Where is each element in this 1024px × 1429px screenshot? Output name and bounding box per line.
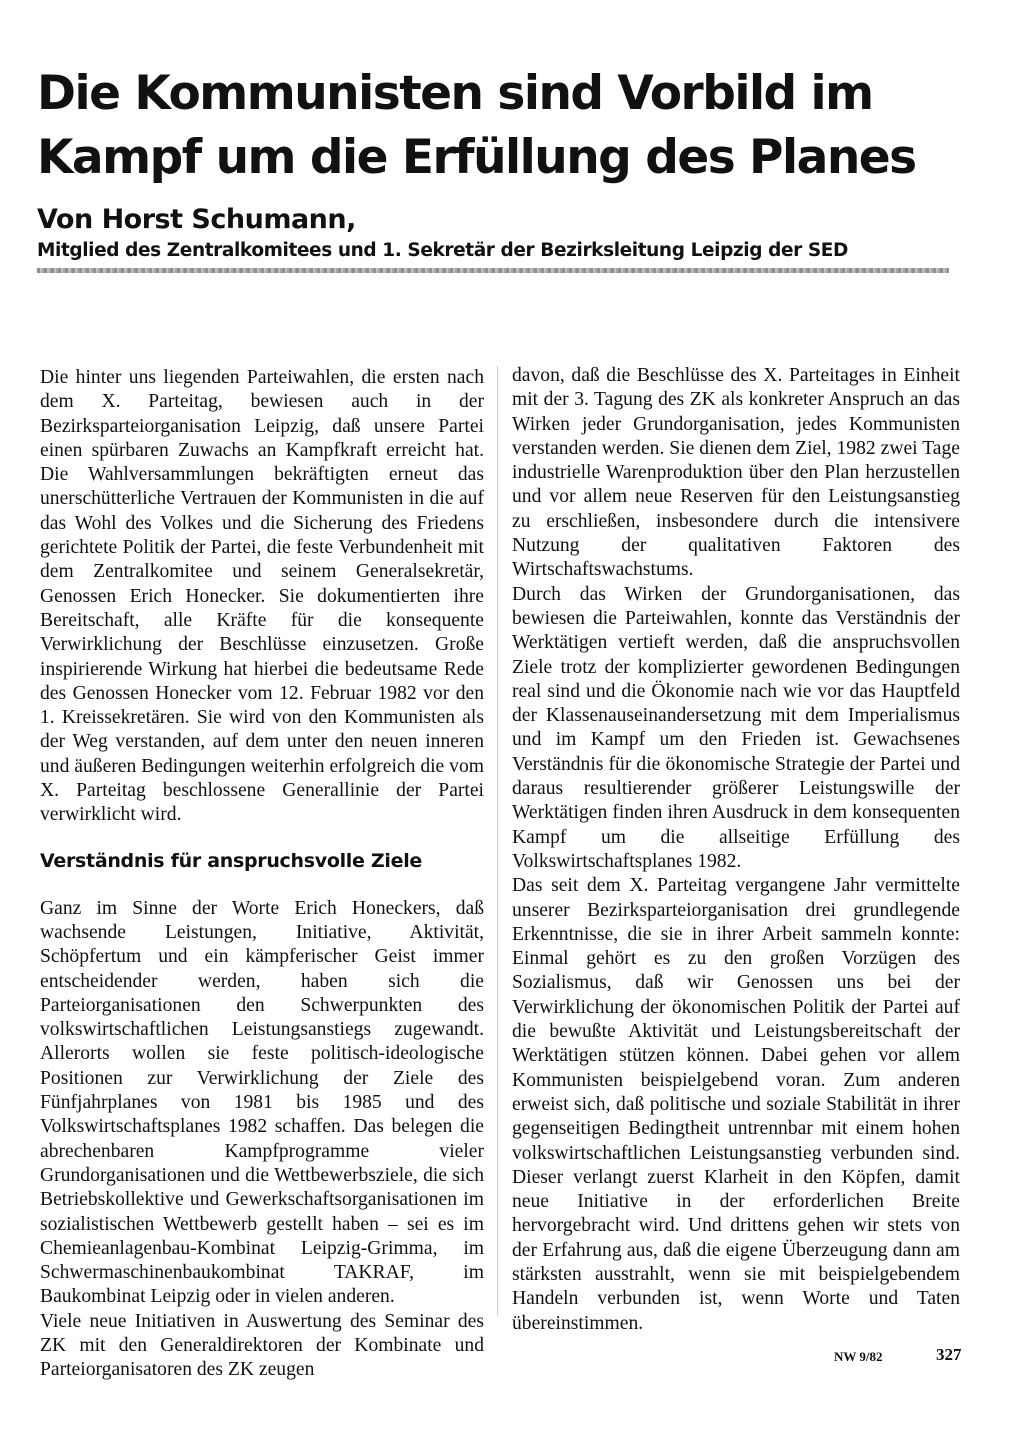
section-subheading: Verständnis für anspruchsvolle Ziele (40, 849, 422, 872)
title-line-1: Die Kommunisten sind Vorbild im (37, 66, 873, 121)
right-paragraph-1: davon, daß die Beschlüsse des X. Parteitages in Einheit mit der 3. Tagung des ZK als konkreter Anspruch an das Wirken jeder Grundorganisation, jedes Kommunisten verstanden werden. Sie dienen dem Ziel, 1982 zwei Tage industrielle Warenproduktion über den Plan herzustellen und vor allem neue Reserven für den Leistungsanstieg zu erschließen, insbesondere durch die intensivere Nutzung der qualitativen Faktoren des Wirtschaftswachstums. (512, 365, 960, 581)
page-number: 327 (936, 1345, 962, 1364)
author-role: Mitglied des Zentralkomitees und 1. Sekretär der Bezirksleitung Leipzig der SED (37, 240, 848, 261)
right-paragraph-2: Durch das Wirken der Grundorganisationen, das bewiesen die Parteiwahlen, konnte das Verständnis der Werktätigen vertieft werden, daß die anspruchsvollen Ziele trotz der komplizierter gewordenen Bedingungen real sind und die Ökonomie nach wie vor das Hauptfeld der Klassenauseinandersetzung mit dem Imperialismus und im Kampf um den Frieden ist. Gewachsenes Verständnis für die ökonomische Strategie der Partei und daraus resultierender größerer Leistungswille der Werktätigen finden ihren Ausdruck in dem konsequenten Kampf um die allseitige Erfüllung des Volkswirtschaftsplanes 1982. (512, 583, 960, 872)
right-paragraph-3: Das seit dem X. Parteitag vergangene Jahr vermittelte unserer Bezirksparteiorganisation drei grundlegende Erkenntnisse, die sie in ihrer Arbeit sammeln konnte: Einmal gehört es zu den großen Vorzügen des Sozialismus, daß wir Genossen uns bei der Verwirklichung der ökonomischen Politik der Partei auf die bewußte Aktivität und Leistungsbereitschaft der Werktätigen stützen können. Dabei gehen vor allem Kommunisten beispielgebend voran. Zum anderen erweist sich, daß politische und soziale Stabilität in ihrer gegenseitigen Bedingtheit untrennbar mit einem hohen volkswirtschaftlichen Leistungsanstieg verbunden sind. Dieser verlangt zuerst Klarheit in den Köpfen, damit neue Initiative in der erforderlichen Breite hervorgebracht wird. Und drittens gehen wir stets von der Erfahrung aus, daß die eigene Überzeugung dann am stärksten ausstrahlt, wenn sie mit beispielgebendem Handeln verbunden ist, wenn Worte und Taten übereinstimmen. (512, 875, 960, 1334)
right-column (512, 364, 960, 1336)
left-paragraph-2: Ganz im Sinne der Worte Erich Honeckers, daß wachsende Leistungen, Initiative, Aktivität, Schöpfertum und ein kämpferischer Geist immer entscheidender werden, haben sich die Parteiorganisationen den Schwerpunkten des volkswirtschaftlichen Leistungsanstiegs zugewandt. Allerorts wollen sie feste politisch-ideologische Positionen zur Verwirklichung der Ziele des Fünfjahrplanes von 1981 bis 1985 und des Volkswirtschaftsplanes 1982 schaffen. Das belegen die abrechenbaren Kampfprogramme vieler Grundorganisationen und die Wettbewerbsziele, die sich Betriebskollektive und Gewerkschaftsorganisationen im sozialistischen Wettbewerb gestellt haben – sei es im Chemieanlagenbau-Kombinat Leipzig-Grimma, im Schwermaschinenbaukombinat TAKRAF, im Baukombinat Leipzig oder in vielen anderen. (40, 897, 484, 1308)
author-block (37, 203, 997, 264)
article-title (37, 62, 997, 190)
left-column (40, 366, 484, 1383)
title-line-2: Kampf um die Erfüllung des Planes (37, 130, 916, 185)
header-rule (37, 268, 949, 273)
author-name: Von Horst Schumann, (37, 204, 356, 235)
left-paragraph-3: Viele neue Initiativen in Auswertung des Seminar des ZK mit den Generaldirektoren der Kombinate und Parteiorganisatoren des ZK zeugen (40, 1310, 484, 1381)
journal-reference: NW 9/82 (834, 1349, 883, 1364)
left-paragraph-1: Die hinter uns liegenden Parteiwahlen, die ersten nach dem X. Parteitag, bewiesen auch in der Bezirksparteiorganisation Leipzig, daß unsere Partei einen spürbaren Zuwachs an Kampfkraft erreicht hat. Die Wahlversammlungen bekräftigten erneut das unerschütterliche Vertrauen der Kommunisten in die auf das Wohl des Volkes und die Sicherung des Friedens gerichtete Politik der Partei, die feste Verbundenheit mit dem Zentralkomitee und seinem Generalsekretär, Genossen Erich Honecker. Sie dokumentierten ihre Bereitschaft, alle Kräfte für die konsequente Verwirklichung der Beschlüsse einzusetzen. Große inspirierende Wirkung hat hierbei die bedeutsame Rede des Genossen Honecker vom 12. Februar 1982 vor den 1. Kreissekretären. Sie wird von den Kommunisten als der Weg verstanden, auf dem unter den neuen inneren und äußeren Bedingungen weiterhin erfolgreich die vom X. Parteitag beschlossene Generallinie der Partei verwirklicht wird. (40, 367, 484, 826)
column-divider (497, 366, 498, 1316)
